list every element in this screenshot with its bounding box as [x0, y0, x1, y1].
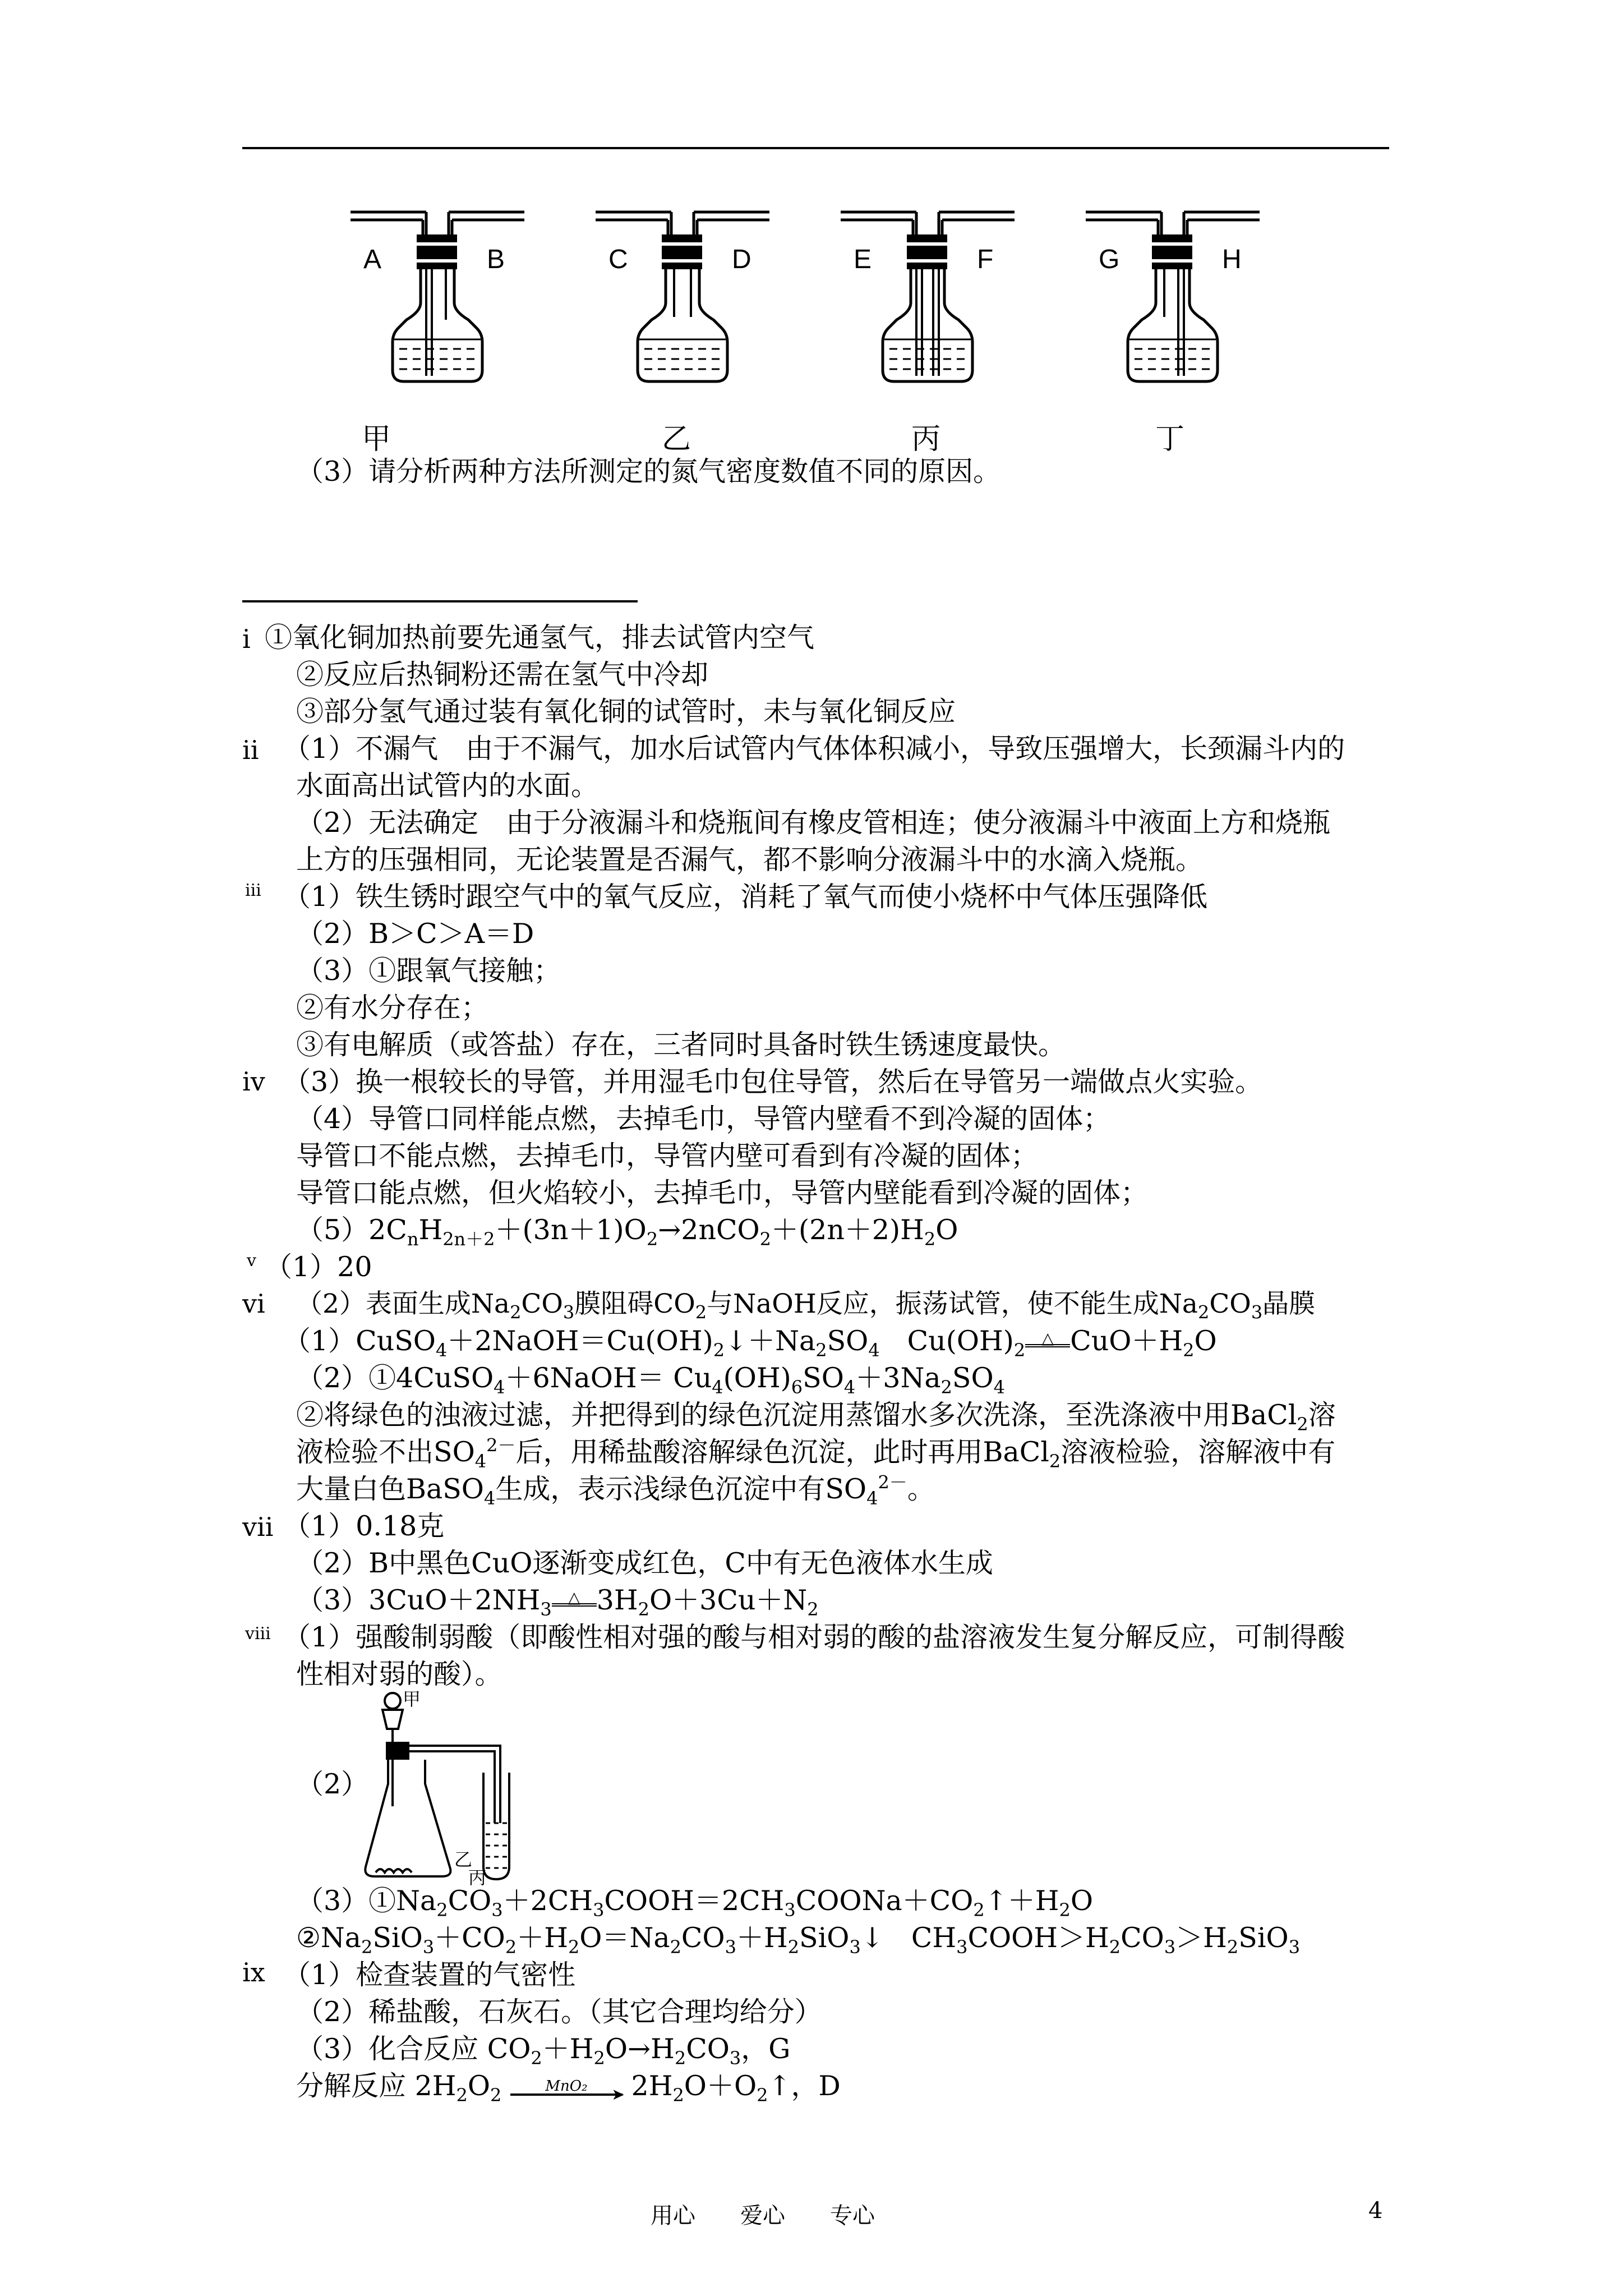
bottle-caption-jia: 甲 [362, 422, 391, 456]
note-iv-4: 导管口能点燃，但火焰较小，去掉毛巾，导管内壁能看到冷凝的固体； [296, 1177, 1149, 1209]
note-iii-2: （2）B＞C＞A＝D [296, 918, 534, 950]
note-v-1: （1）20 [265, 1251, 372, 1283]
flask-apparatus-diagram [359, 1688, 544, 1890]
note-ii-1: （1）不漏气 由于不漏气，加水后试管内气体体积减小，导致压强增大，长颈漏斗内的 [283, 733, 1345, 765]
gas-bottle-diagram [314, 191, 1267, 454]
bottle-label-d: D [732, 245, 751, 274]
note-viii-2: （2） [296, 1768, 369, 1800]
note-vi-1: $(1)CuSO_4+2NaOH=Cu(OH)_2↓+Na_2SO_4$ $Cu(OH)_2\triangle$ $CuO+H_2O$ [283, 1325, 1217, 1361]
bottle-label-a: A [363, 245, 382, 274]
bottle-yi [596, 212, 769, 381]
note-vi-3: ②将绿色的浊液过滤，并把得到的绿色沉淀用蒸馏水多次洗涤，至洗涤液中用BaCl$_2$溶 [296, 1399, 1336, 1435]
flask-label-bing: 丙 [468, 1867, 487, 1888]
note-iv-2: （4）导管口同样能点燃，去掉毛巾，导管内壁看不到冷凝的固体； [296, 1103, 1111, 1135]
bottle-label-b: B [487, 245, 505, 274]
marker-vi: vi [242, 1289, 265, 1319]
bottle-label-g: G [1099, 245, 1120, 274]
bottle-jia [351, 212, 524, 381]
bottle-bing [841, 212, 1015, 381]
note-viii-1b: 性相对弱的酸）。 [296, 1658, 502, 1690]
note-iii-1: （1）铁生锈时跟空气中的氧气反应，消耗了氧气而使小烧杯中气体压强降低 [283, 881, 1208, 913]
note-vi-2: （2）①4CuSO$_4$＋6NaOH＝ $Cu_4(OH)_6SO_4+3Na_2SO_4$ [296, 1362, 1005, 1398]
note-ii-2: （2）无法确定 由于分液漏斗和烧瓶间有橡皮管相连；使分液漏斗中液面上方和烧瓶 [296, 807, 1331, 839]
note-vi-4: 液检验不出$SO_4^{2-}$后，用稀盐酸溶解绿色沉淀，此时再用BaCl$_2$溶液检验，溶解液中有 [296, 1434, 1336, 1472]
note-iv-5: $(5)2C_nH_{2n+2}+(3n+1)O_2\to 2nCO_2+(2n+2)H_2O$ [296, 1214, 958, 1250]
note-vii-3: $(3)3CuO+2NH_3\triangle$ $3H_2O+3Cu+N_2$ [296, 1584, 819, 1620]
note-v-2: （2）表面生成$Na_2CO_3$膜阻碍$CO_2$与NaOH反应，振荡试管，使不能生成$Na_2CO_3$晶膜 [296, 1289, 1316, 1323]
note-vi-5: 大量白色BaSO$_4$生成，表示浅绿色沉淀中有$SO_4^{2-}$。 [296, 1471, 935, 1509]
note-i-1: ①氧化铜加热前要先通氢气，排去试管内空气 [265, 622, 815, 654]
note-i-3: ③部分氢气通过装有氧化铜的试管时，未与氧化铜反应 [296, 696, 956, 728]
bottle-label-e: E [854, 245, 872, 274]
note-ix-2: （2）稀盐酸，石灰石。（其它合理均给分） [296, 1996, 822, 2028]
note-iii-4: ②有水分存在； [296, 992, 489, 1024]
question-3: （3）请分析两种方法所测定的氮气密度数值不同的原因。 [296, 455, 1001, 487]
mno2-catalyst-label: MnO₂ [545, 2078, 588, 2095]
flask-label-jia: 甲 [403, 1688, 421, 1710]
marker-i: i [242, 624, 251, 654]
marker-vii: vii [242, 1512, 274, 1542]
note-viii-1: （1）强酸制弱酸（即酸性相对强的酸与相对弱的酸的盐溶液发生复分解反应，可制得酸 [283, 1621, 1345, 1653]
marker-ix: ix [242, 1957, 265, 1987]
marker-iii: iii [245, 881, 261, 900]
note-iii-5: ③有电解质（或答盐）存在，三者同时具备时铁生锈速度最快。 [296, 1029, 1066, 1061]
header-rule [242, 147, 1389, 149]
note-ix-4: 分解反应 $2H_2O_2$ MnO₂ ➤ $2H_2O+O_2↑$，D [296, 2070, 841, 2106]
note-ix-3: （3）化合反应 $CO_2+H_2O\to H_2CO_3$，G [296, 2033, 791, 2069]
bottle-ding [1086, 212, 1260, 381]
bottle-label-f: F [977, 245, 994, 274]
note-viii-3: $(3)①Na_2CO_3+2CH_3COOH=2CH_3COONa+CO_2↑+H_2O$ [296, 1885, 1094, 1921]
marker-iv: iv [242, 1066, 265, 1097]
note-iv-3: 导管口不能点燃，去掉毛巾，导管内壁可看到有冷凝的固体； [296, 1140, 1039, 1172]
note-iv-1: （3）换一根较长的导管，并用湿毛巾包住导管，然后在导管另一端做点火实验。 [283, 1066, 1263, 1098]
marker-v: v [247, 1251, 256, 1271]
note-ii-1b: 水面高出试管内的水面。 [296, 770, 599, 802]
note-ii-2b: 上方的压强相同，无论装置是否漏气，都不影响分液漏斗中的水滴入烧瓶。 [296, 844, 1204, 876]
note-vii-1: （1）0.18克 [283, 1510, 445, 1542]
note-vii-2: （2）B中黑色CuO逐渐变成红色，C中有无色液体水生成 [296, 1547, 993, 1579]
bottle-caption-ding: 丁 [1155, 422, 1185, 456]
page-number: 4 [1368, 2198, 1383, 2224]
bottle-caption-yi: 乙 [662, 422, 691, 456]
marker-viii: viii [245, 1624, 271, 1644]
bottle-label-h: H [1222, 245, 1242, 274]
marker-ii: ii [242, 735, 259, 765]
footnote-rule [242, 600, 638, 602]
footer-slogan: 用心 爱心 专心 [651, 2203, 875, 2229]
bottle-caption-bing: 丙 [911, 422, 941, 456]
bottle-label-c: C [608, 245, 628, 274]
note-ix-1: （1）检查装置的气密性 [283, 1959, 576, 1991]
note-viii-4: $②Na_2SiO_3+CO_2+H_2O=Na_2CO_3+H_2SiO_3↓$ $CH_3COOH>H_2CO_3>H_2SiO_3$ [296, 1922, 1301, 1958]
note-iii-3: （3）①跟氧气接触； [296, 955, 561, 987]
flask-label-yi: 乙 [454, 1849, 473, 1870]
note-i-2: ②反应后热铜粉还需在氢气中冷却 [296, 659, 709, 691]
